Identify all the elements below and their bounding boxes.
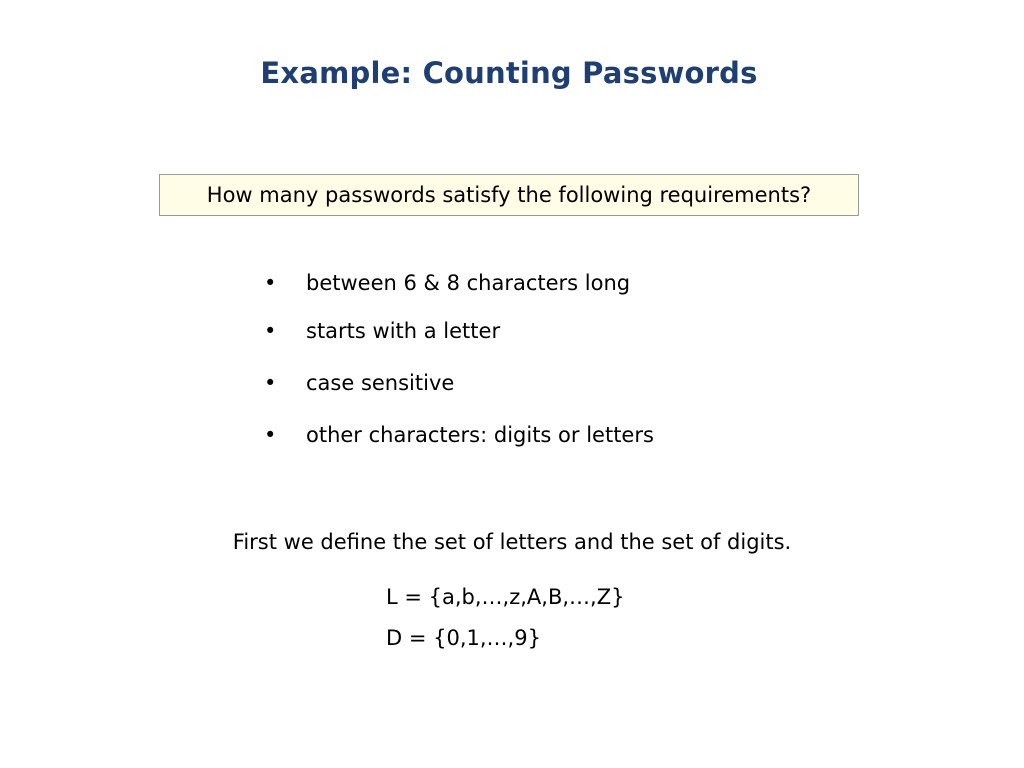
requirement-text: between 6 & 8 characters long: [306, 271, 631, 295]
requirement-text: case sensitive: [306, 371, 455, 395]
bullet-icon: •: [264, 371, 277, 395]
intro-text: First we define the set of letters and the set of digits.: [232, 530, 792, 554]
bullet-icon: •: [264, 271, 277, 295]
question-text: How many passwords satisfy the following requirements?: [206, 183, 812, 207]
slide-title: Example: Counting Passwords: [260, 56, 758, 90]
question-box: [159, 174, 859, 216]
requirement-text: starts with a letter: [306, 319, 501, 343]
bullet-icon: •: [264, 423, 277, 447]
digits-set-definition: D = {0,1,…,9}: [386, 626, 541, 650]
letters-set-definition: L = {a,b,…,z,A,B,…,Z}: [386, 585, 625, 609]
requirement-text: other characters: digits or letters: [306, 423, 654, 447]
bullet-icon: •: [264, 319, 277, 343]
